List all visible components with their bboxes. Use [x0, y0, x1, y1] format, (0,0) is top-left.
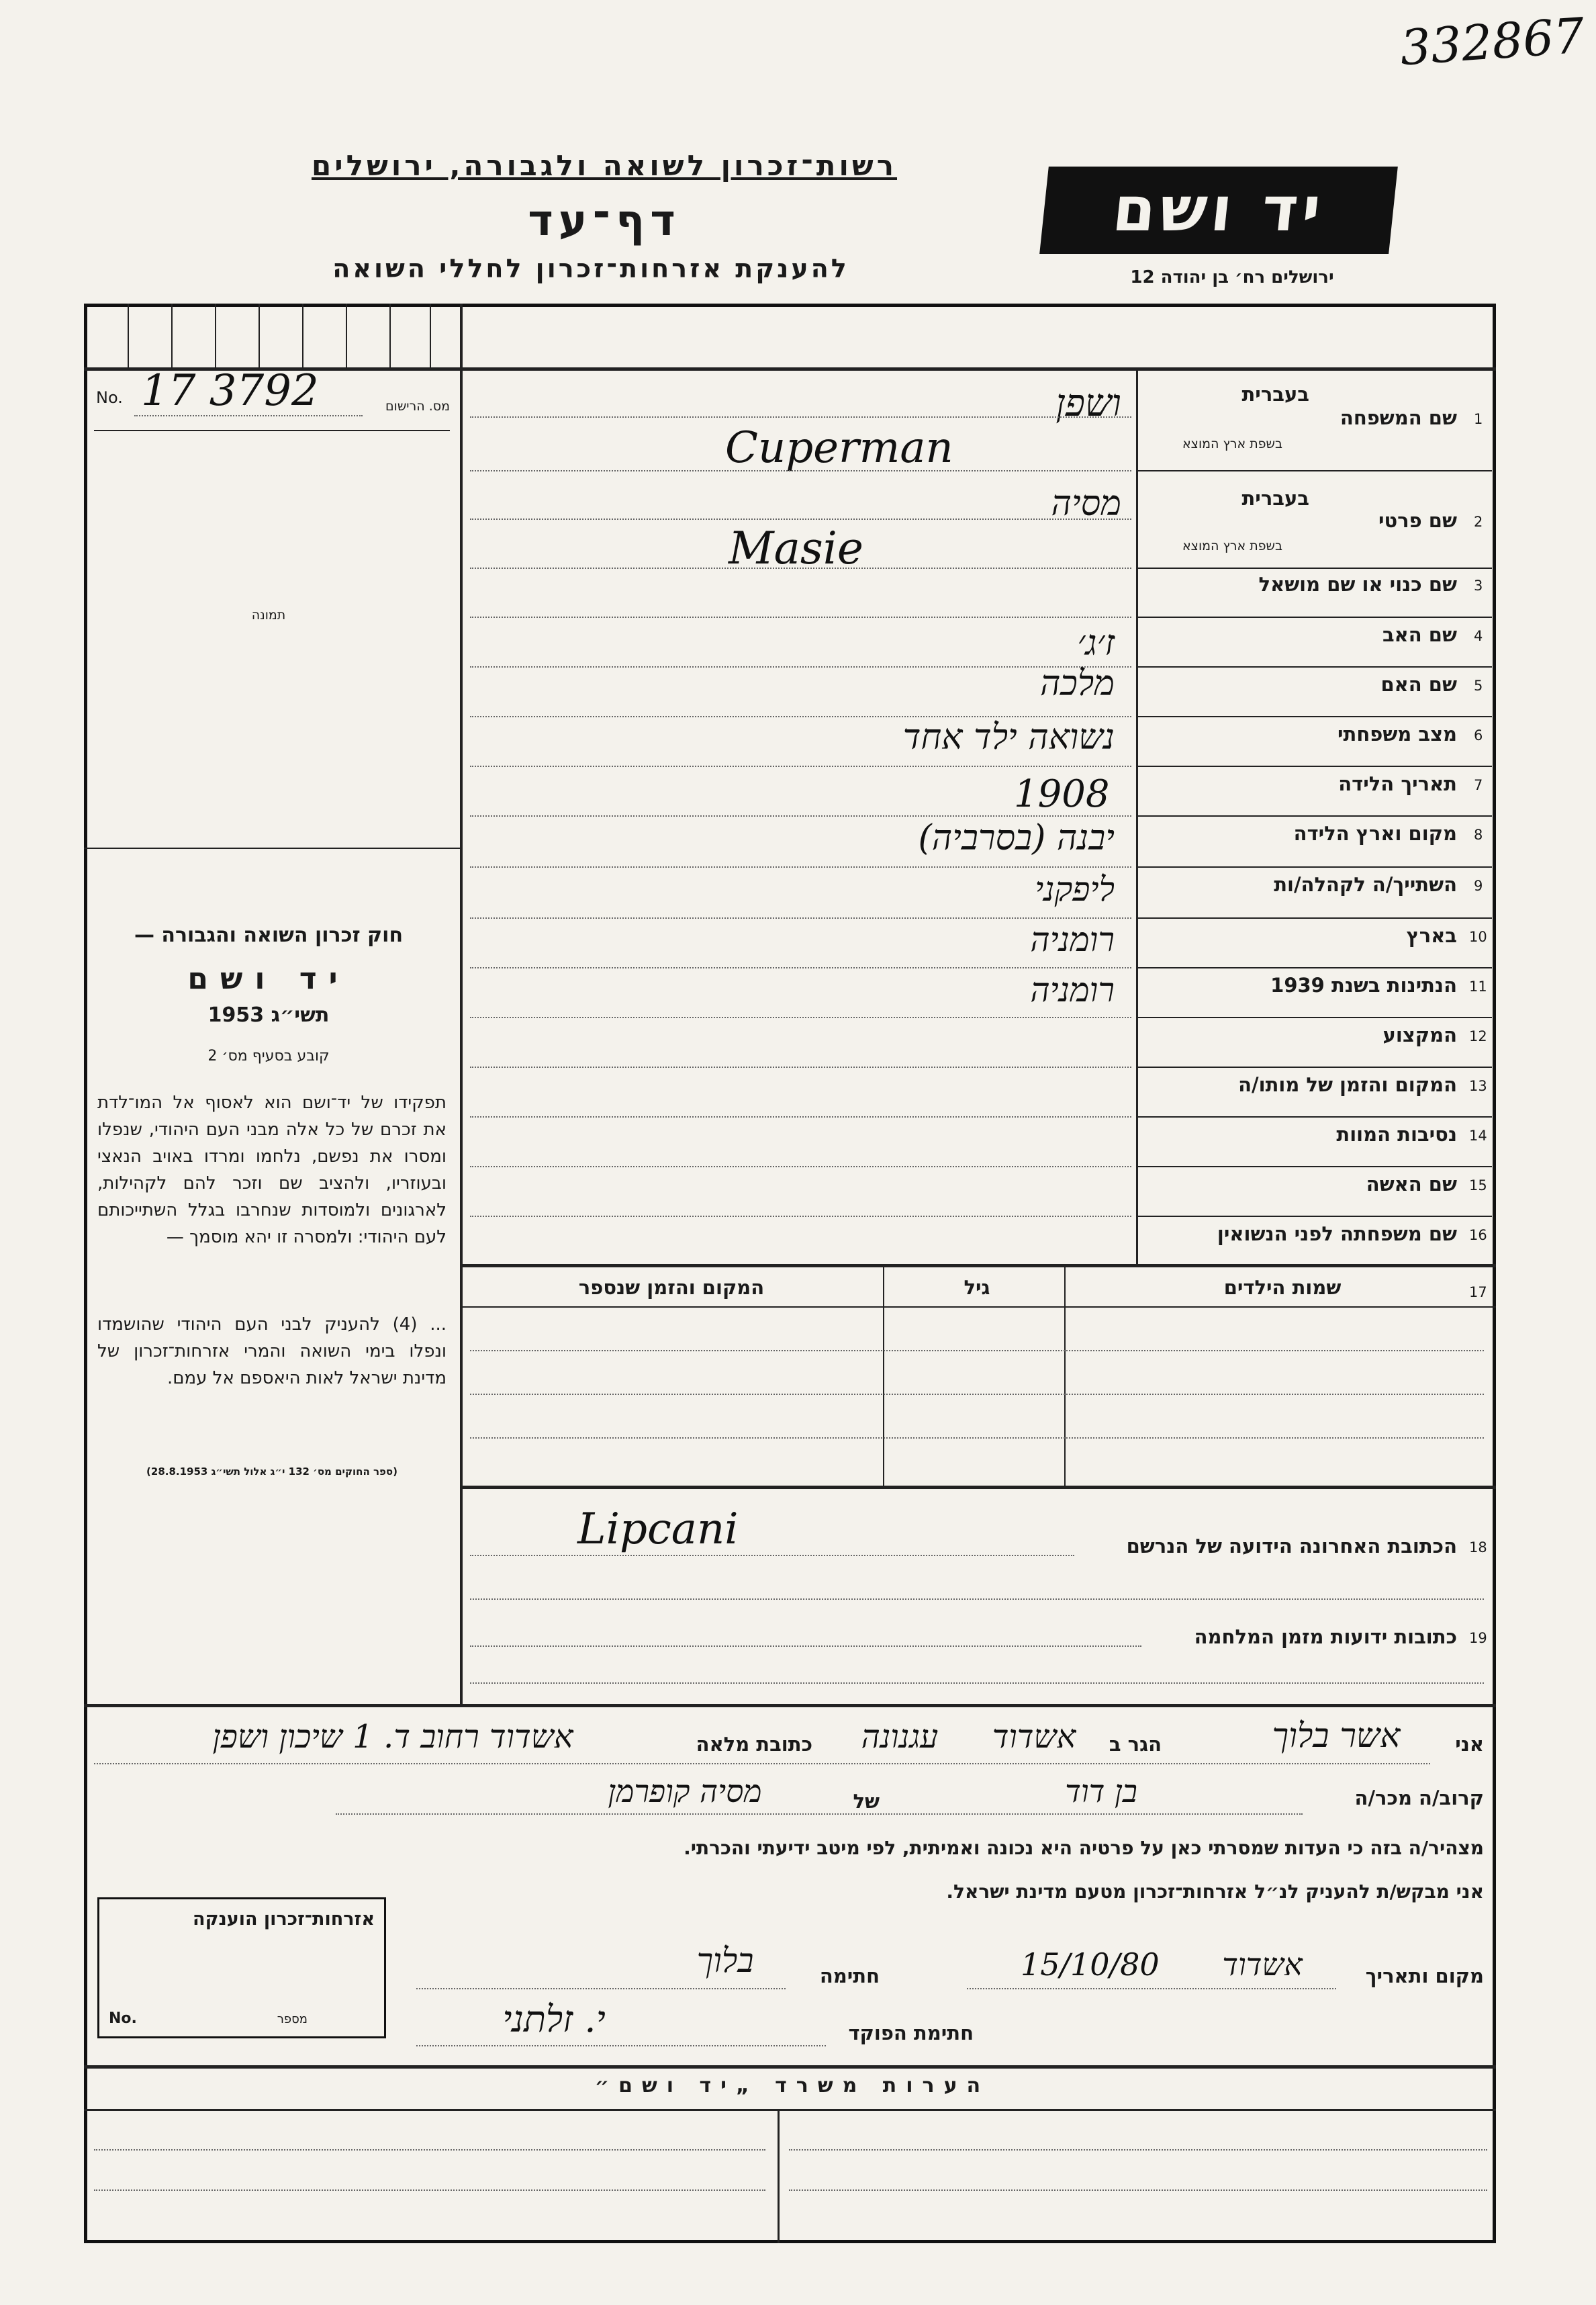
- field6-num: 6: [1474, 727, 1483, 743]
- citizenship-title: אזרחות־זכרון הוענקה: [193, 1909, 375, 1930]
- reg-no-label: No.: [96, 388, 123, 407]
- decl-signature-label: חתימה: [819, 1964, 880, 1987]
- field12-label: המקצוע: [1382, 1024, 1457, 1046]
- field2-sub-origin: בשפת ארץ המוצא: [1182, 539, 1282, 553]
- field9-value: ליפקני: [1035, 870, 1115, 909]
- field8-label: מקום וארץ הלידה: [1293, 822, 1457, 845]
- field18-label: הכתובת האחרונה הידועה של הנרשם: [1126, 1535, 1457, 1557]
- field3-num: 3: [1474, 578, 1483, 594]
- decl-city-value: אשדוד: [992, 1718, 1076, 1756]
- decl-officer-value: י. זלתני: [502, 1998, 606, 2040]
- field11-label: הנתינות בשנת 1939: [1270, 974, 1457, 997]
- field15-label: שם האשה: [1366, 1173, 1457, 1195]
- field19-label: כתובות ידועות מזמן המלחמה: [1194, 1625, 1457, 1648]
- field2-sub-hebrew: בעברית: [1241, 487, 1309, 510]
- field18-num: 18: [1469, 1539, 1487, 1555]
- law-text-2: ... (4) להעניק לבני העם היהודי שהושמדו ונפלו בימי השואה והמרי אזרחות־זכרון של מדינת ישראל לאות היאספם אל עמם.: [97, 1314, 447, 1388]
- stamp-number: 332867: [1398, 7, 1587, 77]
- field7-value: 1908: [1014, 772, 1110, 816]
- field4-value: ז׳ג׳: [1077, 623, 1115, 664]
- decl-resides: הגר ב: [1109, 1733, 1162, 1756]
- authority-line: רשות־זכרון לשואה ולגבורה, ירושלים: [311, 149, 898, 182]
- field9-label: השתייך/ה לקהלה/ות: [1274, 873, 1457, 896]
- field1-sub-origin: בשפת ארץ המוצא: [1182, 437, 1282, 451]
- field1-num: 1: [1474, 411, 1483, 427]
- decl-officer-label: חתימת הפוקד: [848, 2022, 974, 2044]
- field2-value-origin: Masie: [729, 523, 863, 574]
- field15-num: 15: [1469, 1177, 1487, 1193]
- law-source: (ספר החוקים מס׳ 132 י״ג אלול תשי״ג 28.8.1953): [146, 1465, 397, 1478]
- field12-num: 12: [1469, 1028, 1487, 1044]
- decl-ani: אני: [1455, 1733, 1484, 1756]
- children-col-names: שמות הילדים: [1223, 1276, 1342, 1299]
- form-title: דף־עד: [528, 196, 681, 246]
- decl-of: של: [853, 1790, 880, 1813]
- field11-num: 11: [1469, 979, 1487, 995]
- decl-of-value: מסיה קופרמן: [608, 1773, 762, 1809]
- field1-value-he: ושפן: [1055, 381, 1121, 425]
- decl-neighborhood-value: עגנונה: [861, 1718, 939, 1756]
- citizenship-no: No.: [109, 2010, 137, 2027]
- reg-value: 17 3792: [141, 366, 319, 416]
- field14-num: 14: [1469, 1128, 1487, 1144]
- field8-value: יבנה (בסרביה): [918, 818, 1115, 858]
- field19-num: 19: [1469, 1630, 1487, 1646]
- decl-full-address: כתובת מלאה: [696, 1733, 812, 1756]
- field1-label: שם המשפחה: [1340, 406, 1457, 429]
- reg-label: מס. הרישום: [385, 399, 450, 414]
- decl-line1: מצהיר/ה בזה כי העדות שמסרתי כאן על פרטיה היא נכונה ואמיתית, לפי מיטב ידיעתי והכרתי.: [684, 1837, 1484, 1859]
- yad-vashem-logo: [1039, 167, 1398, 254]
- field5-label: שם האם: [1380, 673, 1457, 696]
- field1-sub-hebrew: בעברית: [1241, 383, 1309, 406]
- field16-num: 16: [1469, 1227, 1487, 1243]
- field4-num: 4: [1474, 628, 1483, 644]
- field17-num: 17: [1469, 1284, 1487, 1300]
- field7-label: תאריך הלידה: [1338, 772, 1457, 795]
- decl-name-value: אשר בלוך: [1272, 1716, 1401, 1755]
- law-name: יד ושם: [187, 962, 350, 996]
- field16-label: שם משפחתה לפני הנשואין: [1217, 1222, 1457, 1245]
- decl-signature-value: בלוך: [696, 1941, 754, 1980]
- citizenship-num-label: מספר: [277, 2012, 308, 2026]
- logo-address: ירושלים רח׳ בן יהודה 12: [1130, 267, 1334, 287]
- field14-label: נסיבות המוות: [1336, 1123, 1457, 1146]
- field2-label: שם פרטי: [1378, 509, 1457, 532]
- field3-label: שם כנוי או שם מושאל: [1258, 573, 1457, 596]
- field2-value-he: מסיה: [1051, 484, 1121, 524]
- decl-address-value: אשדוד רחוב ד. 1 שיכון ושפן: [212, 1718, 573, 1756]
- field10-value: רומניה: [1030, 920, 1115, 959]
- field9-num: 9: [1474, 878, 1483, 894]
- decl-place-value: אשדוד: [1222, 1946, 1303, 1983]
- field13-label: המקום והזמן של מותו/ה: [1238, 1073, 1457, 1096]
- decl-relation-value: בן דוד: [1065, 1773, 1137, 1809]
- field5-value: מלכה: [1039, 664, 1115, 704]
- form-subtitle: להענקת אזרחות־זכרון לחללי השואה: [332, 254, 849, 283]
- field1-value-origin: Cuperman: [725, 423, 953, 473]
- decl-relative: קרוב/ה מכר/ה: [1354, 1787, 1484, 1809]
- citizenship-box: [97, 1897, 386, 2038]
- law-text-1: תפקידו של יד־ושם הוא לאסוף אל המו־לדת את זכרם של כל אלה מבני העם היהודי, שנפלו ומסרו את נפשם, נלחמו ומרדו באויב הנאצי ובעוזריו, ולהציב שם וזכר להם לקהילות, לארגונים ולמוסדות שנחרבו בגלל השתייכותם לעם היהודי: ולמסרה זו יהא מוסמך —: [97, 1093, 447, 1247]
- field4-label: שם האב: [1382, 623, 1457, 646]
- field5-num: 5: [1474, 678, 1483, 694]
- law-heading: חוק זכרון השואה והגבורה —: [134, 923, 404, 947]
- logo-text: יד ושם: [1109, 173, 1329, 245]
- field8-num: 8: [1474, 827, 1483, 843]
- decl-place-date: מקום ותאריך: [1365, 1964, 1484, 1987]
- field18-value: Lipcani: [577, 1504, 739, 1554]
- decl-line2: אני מבקש/ת להעניק לנ״ל אזרחות־זכרון מטעם מדינת ישראל.: [946, 1881, 1484, 1903]
- field6-label: מצב משפחתי: [1337, 723, 1457, 745]
- law-clause: קובע בסעיף מס׳ 2: [207, 1048, 330, 1065]
- children-col-age: גיל: [964, 1276, 990, 1299]
- field13-num: 13: [1469, 1078, 1487, 1094]
- children-col-place: המקום והזמן שנספר: [578, 1276, 765, 1299]
- field11-value: רומניה: [1030, 970, 1115, 1009]
- decl-date-value: 15/10/80: [1021, 1946, 1160, 1983]
- photo-label: תמונה: [251, 608, 286, 623]
- field6-value: נשואה ילד אחד: [902, 717, 1115, 758]
- field10-num: 10: [1469, 929, 1487, 945]
- remarks-title: הערות משרד „יד ושם״: [594, 2074, 990, 2097]
- law-year: תשי״ג 1953: [207, 1003, 330, 1027]
- field7-num: 7: [1474, 777, 1483, 793]
- field2-num: 2: [1474, 514, 1483, 530]
- field10-label: בארץ: [1406, 924, 1457, 947]
